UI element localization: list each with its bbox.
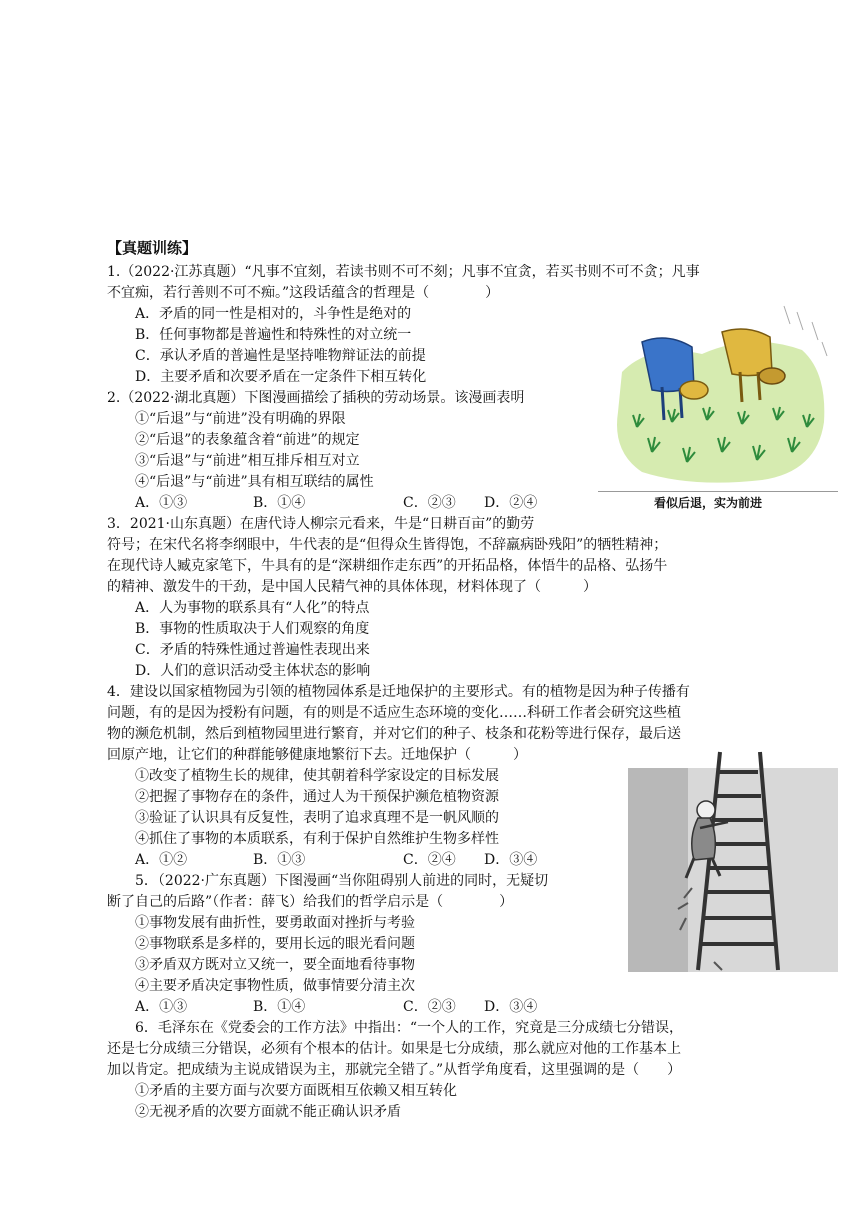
q1-option-d: D．主要矛盾和次要矛盾在一定条件下相互转化 (135, 369, 427, 385)
q3-line-3: 在现代诗人臧克家笔下，牛具有的是“深耕细作走东西”的开拓品格，体悟牛的品格、弘扬牛 (107, 558, 668, 574)
q1-option-c: C．承认矛盾的普遍性是坚持唯物辩证法的前提 (135, 348, 426, 364)
q2-item-3: ③“后退”与“前进”相互排斥相互对立 (135, 453, 360, 469)
q6-line-1: 6．毛泽东在《党委会的工作方法》中指出：“一个人的工作，究竟是三分成绩七分错误， (135, 1020, 684, 1036)
q3-line-4: 的精神、激发牛的干劲，是中国人民精气神的具体体现，材料体现了（ ） (107, 579, 597, 595)
q5-choice-b: B．①④ (253, 999, 306, 1015)
q5-item-4: ④主要矛盾决定事物性质，做事情要分清主次 (135, 978, 415, 994)
q2-line-1: 2.（2022·湖北真题）下图漫画描绘了插秧的劳动场景。该漫画表明 (107, 390, 525, 406)
q3-option-a: A．人为事物的联系具有“人化”的特点 (135, 600, 370, 616)
q2-choice-c: C．②③ (403, 495, 456, 511)
ladder-illustration (628, 748, 838, 972)
q4-line-4: 回原产地，让它们的种群能够健康地繁衍下去。迁地保护（ ） (107, 747, 527, 763)
q6-line-2: 还是七分成绩三分错误，必须有个根本的估计。如果是七分成绩，那么就应对他的工作基本上 (107, 1041, 681, 1057)
q2-choice-d: D．②④ (484, 495, 538, 511)
q3-option-c: C．矛盾的特殊性通过普遍性表现出来 (135, 642, 370, 658)
q2-choice-b: B．①④ (253, 495, 306, 511)
q4-choice-c: C．②④ (403, 852, 456, 868)
rice-planting-illustration (612, 302, 832, 488)
q4-item-2: ②把握了事物存在的条件，通过人为干预保护濒危植物资源 (135, 789, 499, 805)
q4-choice-d: D．③④ (484, 852, 538, 868)
q4-item-1: ①改变了植物生长的规律，使其朝着科学家设定的目标发展 (135, 768, 499, 784)
figure-caption: 看似后退，实为前进 (654, 496, 763, 510)
q5-choice-c: C．②③ (403, 999, 456, 1015)
q1-line-1: 1.（2022·江苏真题）“凡事不宜刻，若读书则不可不刻；凡事不宜贪，若买书则不可不贪；凡事 (107, 264, 700, 280)
q4-item-3: ③验证了认识具有反复性，表明了追求真理不是一帆风顺的 (135, 810, 499, 826)
q4-item-4: ④抓住了事物的本质联系，有利于保护自然维护生物多样性 (135, 831, 499, 847)
ladder-cartoon (628, 748, 838, 972)
q4-choice-a: A．①② (135, 852, 188, 868)
q6-item-1: ①矛盾的主要方面与次要方面既相互依赖又相互转化 (135, 1083, 457, 1099)
q5-item-1: ①事物发展有曲折性，要勇敢面对挫折与考验 (135, 915, 415, 931)
q2-item-4: ④“后退”与“前进”具有相互联结的属性 (135, 474, 374, 490)
q5-item-2: ②事物联系是多样的，要用长远的眼光看问题 (135, 936, 415, 952)
q5-choice-a: A．①③ (135, 999, 188, 1015)
q5-line-2: 断了自己的后路”（作者：薛飞）给我们的哲学启示是（ ） (107, 894, 514, 910)
q2-choice-a: A．①③ (135, 495, 188, 511)
q6-line-3: 加以肯定。把成绩为主说成错误为主，那就完全错了。”从哲学角度看，这里强调的是（ ） (107, 1062, 682, 1078)
q3-line-2: 符号；在宋代名将李纲眼中，牛代表的是“但得众生皆得饱，不辞羸病卧残阳”的牺牲精神； (107, 537, 668, 553)
q2-item-2: ②“后退”的表象蕴含着“前进”的规定 (135, 432, 360, 448)
q4-line-2: 问题，有的是因为授粉有问题，有的则是不适应生态环境的变化……科研工作者会研究这些植 (107, 705, 681, 721)
q4-choice-b: B．①③ (253, 852, 306, 868)
q3-option-d: D．人们的意识活动受主体状态的影响 (135, 663, 371, 679)
rice-planting-cartoon (612, 302, 832, 488)
q4-line-1: 4．建设以国家植物园为引领的植物园体系是迁地保护的主要形式。有的植物是因为种子传播有 (107, 684, 690, 700)
figure-divider (598, 491, 838, 492)
q1-option-a: A．矛盾的同一性是相对的，斗争性是绝对的 (135, 306, 412, 322)
q5-choice-d: D．③④ (484, 999, 538, 1015)
q1-line-2: 不宜痴，若行善则不可不痴。”这段话蕴含的哲理是（ ） (107, 285, 500, 301)
q3-line-1: 3．2021·山东真题）在唐代诗人柳宗元看来，牛是“日耕百亩”的勤劳 (107, 516, 535, 532)
q6-item-2: ②无视矛盾的次要方面就不能正确认识矛盾 (135, 1104, 401, 1120)
q5-line-1: 5．（2022·广东真题）下图漫画“当你阻碍别人前进的同时，无疑切 (135, 873, 549, 889)
q2-item-1: ①“后退”与“前进”没有明确的界限 (135, 411, 346, 427)
section-title: 【真题训练】 (107, 239, 198, 257)
q5-item-3: ③矛盾双方既对立又统一，要全面地看待事物 (135, 957, 415, 973)
q4-line-3: 物的濒危机制，然后到植物园里进行繁育，并对它们的种子、枝条和花粉等进行保存，最后送 (107, 726, 681, 742)
q3-option-b: B．事物的性质取决于人们观察的角度 (135, 621, 370, 637)
q1-option-b: B．任何事物都是普遍性和特殊性的对立统一 (135, 327, 412, 343)
